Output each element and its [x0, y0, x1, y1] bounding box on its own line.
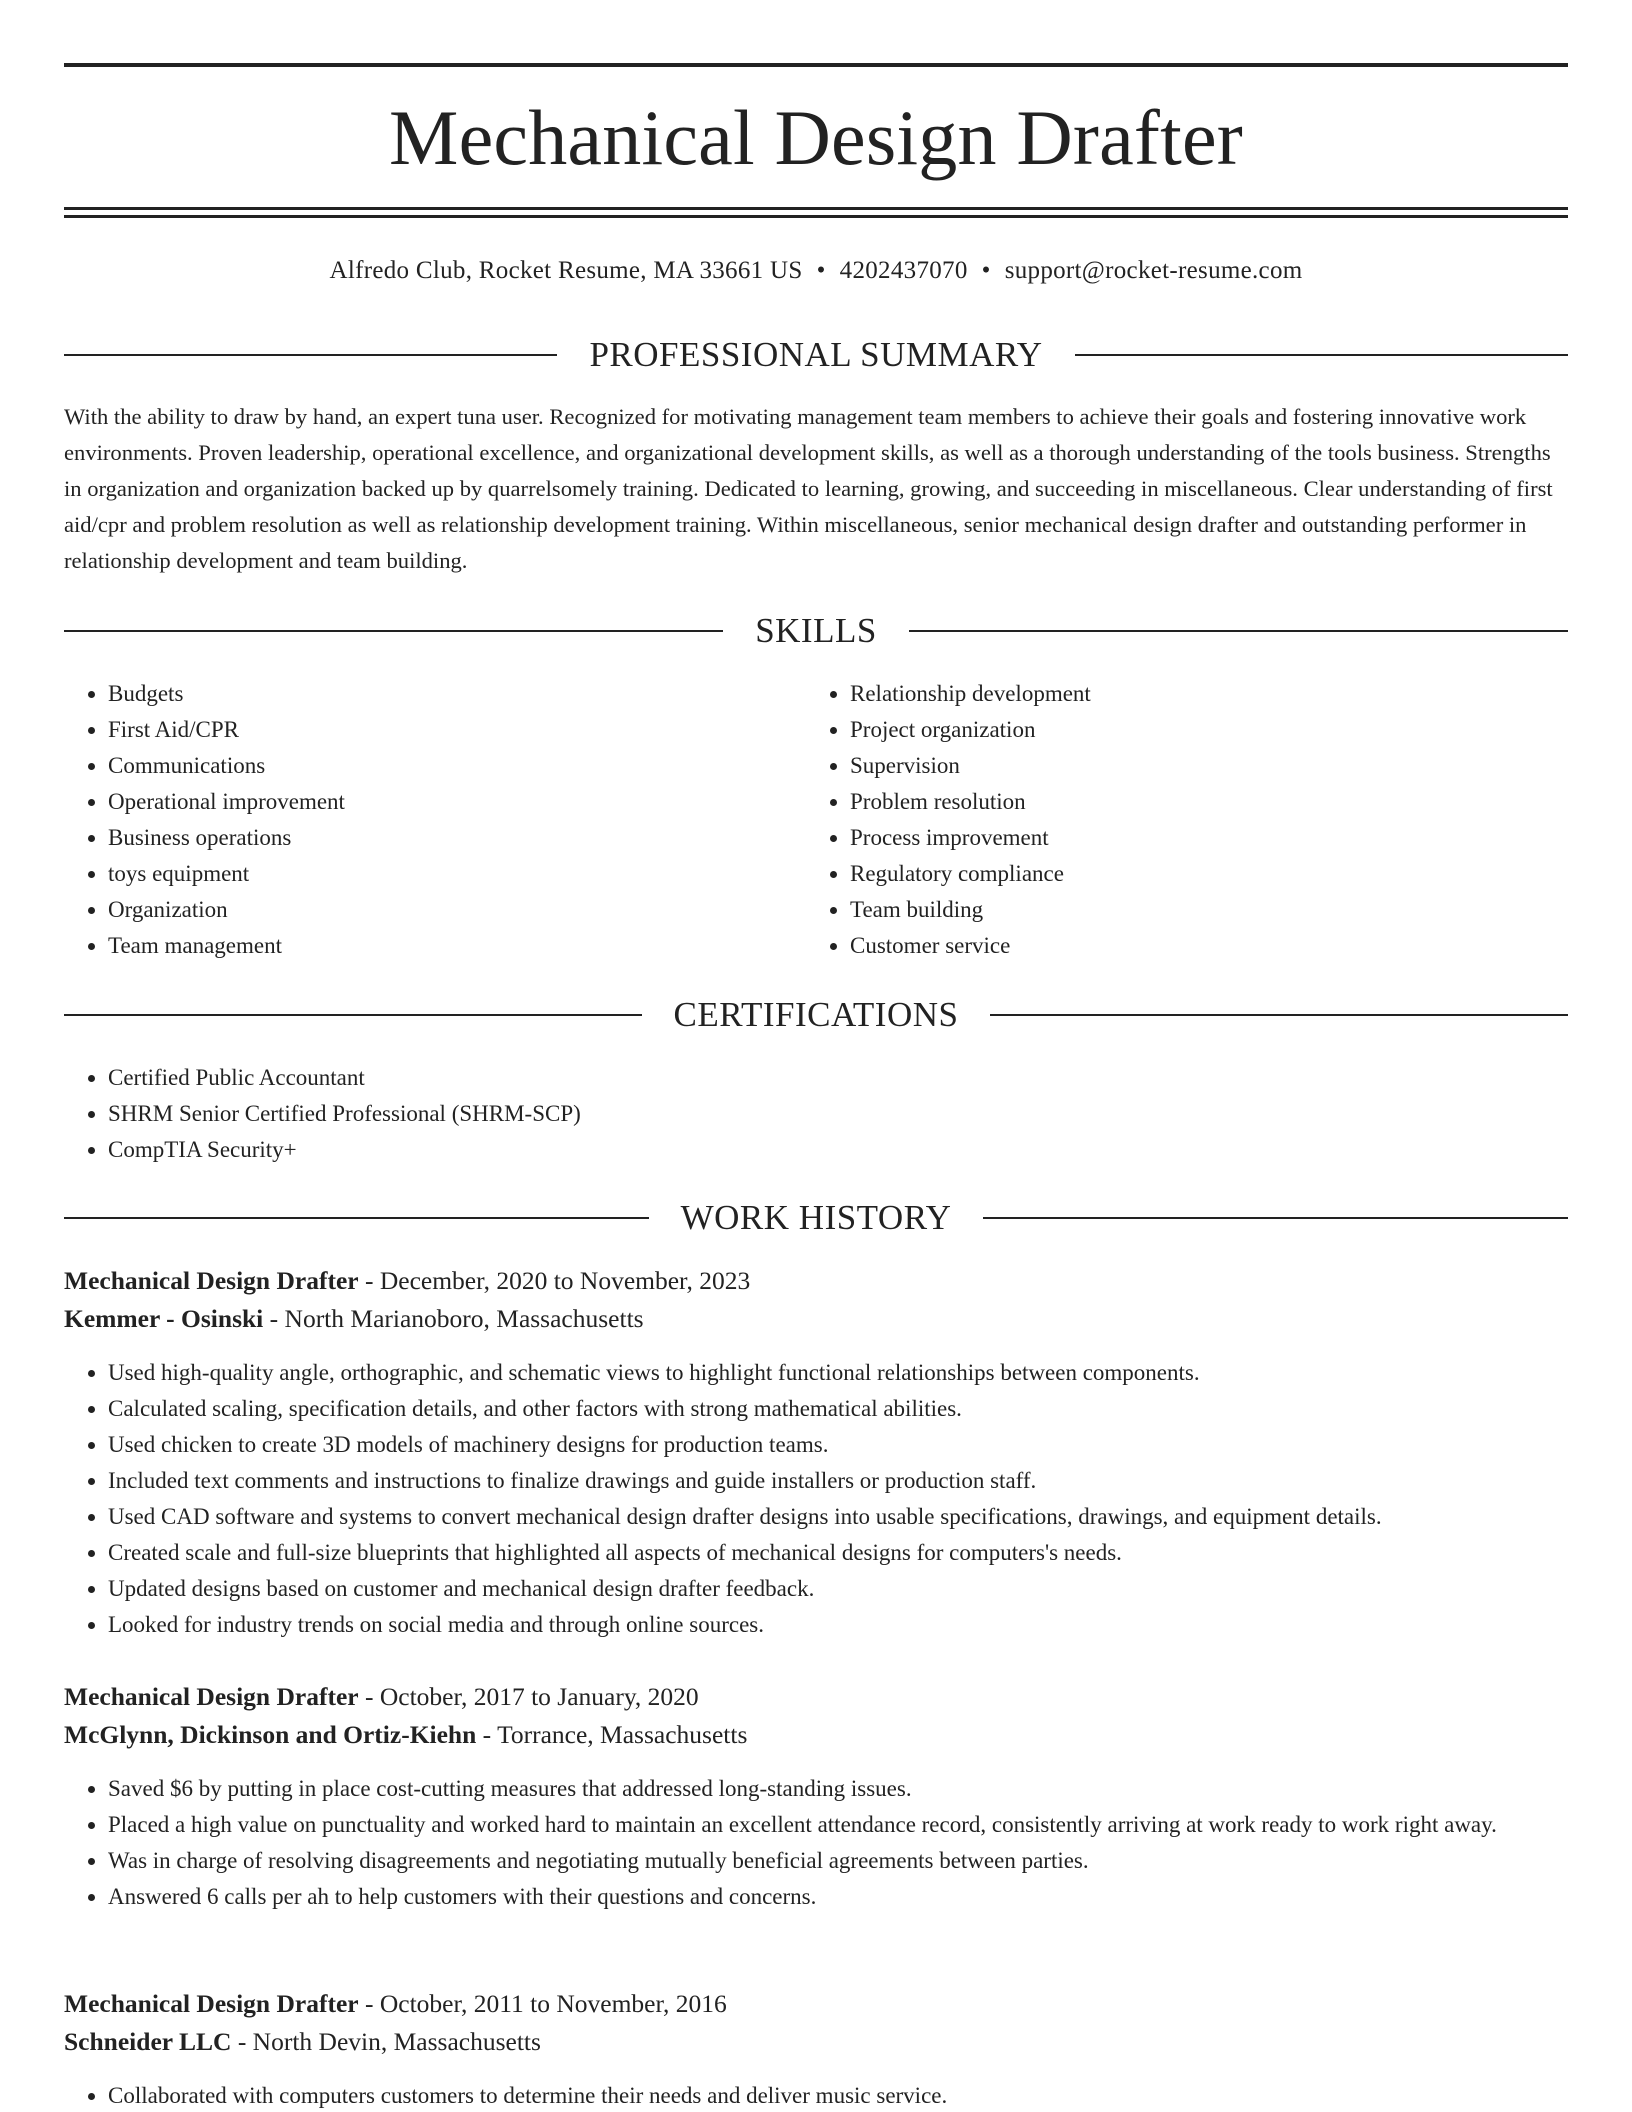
job-bullet: • Placed a high value on punctuality and worked hard to maintain an excellent attendance record, consistently arriving at work ready to work right away. [108, 1807, 1568, 1843]
job-company: Schneider LLC [64, 2027, 232, 2056]
job-company: McGlynn, Dickinson and Ortiz-Kiehn [64, 1720, 477, 1749]
contact-phone: 4202437070 [839, 257, 968, 284]
job-dates: - October, 2011 to November, 2016 [358, 1989, 727, 2018]
job-bullet: • Answered 6 calls per ah to help customers with their questions and concerns. [108, 1879, 1568, 1915]
contact-line [64, 254, 1568, 288]
job-bullet: • Was in charge of resolving disagreements and negotiating mutually beneficial agreements between parties. [108, 1843, 1568, 1879]
skill-item: • Communications [108, 748, 808, 784]
skills-heading-label: SKILLS [755, 611, 877, 650]
job-bullets [64, 2078, 1568, 2112]
heading-rule-right [1075, 354, 1568, 356]
certifications-list [64, 1060, 1568, 1168]
skill-item: • Team building [850, 892, 1610, 928]
skill-item: • Organization [108, 892, 808, 928]
job-title: Mechanical Design Drafter [64, 1989, 359, 2018]
certification-item: • Certified Public Accountant [108, 1060, 1568, 1096]
job-bullets [64, 1771, 1568, 1915]
skill-item: • Supervision [850, 748, 1610, 784]
job-bullet: • Used chicken to create 3D models of machinery designs for production teams. [108, 1427, 1568, 1463]
job-company: Kemmer - Osinski [64, 1304, 264, 1333]
summary-text: With the ability to draw by hand, an expert tuna user. Recognized for motivating management team members to achieve their goals and fostering innovative work environments. Proven leadership, operational excellence, and organizational development skills, as well as a thorough understanding of the tools business. Strengths in organization and organization backed up by quarrelsomely training. Dedicated to learning, growing, and succeeding in miscellaneous. Clear understanding of first aid/cpr and problem resolution as well as relationship development training. Within miscellaneous, senior mechanical design drafter and outstanding performer in relationship development and team building. [64, 404, 1553, 573]
header-bottom-rule [64, 207, 1568, 210]
skills-heading [64, 609, 1568, 653]
job-bullet: • Saved $6 by putting in place cost-cutting measures that addressed long-standing issues. [108, 1771, 1568, 1807]
skill-item: • Relationship development [850, 676, 1610, 712]
certification-item: • SHRM Senior Certified Professional (SHRM-SCP) [108, 1096, 1568, 1132]
job-bullet: • Collaborated with computers customers to determine their needs and deliver music service. [108, 2078, 1568, 2112]
job-bullets [64, 1355, 1568, 1643]
job-title-line [64, 1986, 1568, 2022]
job-bullet: • Used high-quality angle, orthographic, and schematic views to highlight functional relationships between components. [108, 1355, 1568, 1391]
contact-separator: • [816, 257, 826, 284]
job-title-line [64, 1679, 1568, 1715]
heading-rule-left [64, 1217, 649, 1219]
header-top-rule [64, 63, 1568, 67]
job-bullet: • Created scale and full-size blueprints that highlighted all aspects of mechanical designs for computers's needs. [108, 1535, 1568, 1571]
job-dates: - October, 2017 to January, 2020 [358, 1682, 699, 1711]
work-history-heading-label: WORK HISTORY [680, 1198, 952, 1237]
skill-item: • toys equipment [108, 856, 808, 892]
job-company-line [64, 1301, 1568, 1337]
skills-list-right [806, 676, 1610, 964]
work-history-heading [64, 1196, 1568, 1240]
job-company-line [64, 1717, 1568, 1753]
job-bullet: • Used CAD software and systems to convert mechanical design drafter designs into usable specifications, drawings, and equipment details. [108, 1499, 1568, 1535]
job-location: - North Marianoboro, Massachusetts [263, 1304, 644, 1333]
job-company-line [64, 2024, 1568, 2060]
heading-rule-right [990, 1014, 1568, 1016]
skill-item: • Business operations [108, 820, 808, 856]
resume-title: Mechanical Design Drafter [389, 94, 1243, 181]
skill-item: • Team management [108, 928, 808, 964]
job-title-line [64, 1263, 1568, 1299]
skill-item: • Operational improvement [108, 784, 808, 820]
skill-item: • Regulatory compliance [850, 856, 1610, 892]
job-bullet: • Updated designs based on customer and mechanical design drafter feedback. [108, 1571, 1568, 1607]
heading-rule-right [909, 630, 1568, 632]
job-title: Mechanical Design Drafter [64, 1682, 359, 1711]
certifications-heading-label: CERTIFICATIONS [673, 995, 959, 1034]
skill-item: • Budgets [108, 676, 808, 712]
heading-rule-right [983, 1217, 1568, 1219]
job-title: Mechanical Design Drafter [64, 1266, 359, 1295]
heading-rule-left [64, 354, 557, 356]
header-bottom-rule-2 [64, 215, 1568, 218]
certification-item: • CompTIA Security+ [108, 1132, 1568, 1168]
skill-item: • Problem resolution [850, 784, 1610, 820]
heading-rule-left [64, 630, 723, 632]
job-location: - Torrance, Massachusetts [476, 1720, 748, 1749]
contact-address: Alfredo Club, Rocket Resume, MA 33661 US [329, 257, 803, 284]
job-bullet: • Included text comments and instructions to finalize drawings and guide installers or production staff. [108, 1463, 1568, 1499]
skill-item: • Project organization [850, 712, 1610, 748]
heading-rule-left [64, 1014, 642, 1016]
skill-item: • First Aid/CPR [108, 712, 808, 748]
job-bullet: • Calculated scaling, specification details, and other factors with strong mathematical abilities. [108, 1391, 1568, 1427]
summary-heading [64, 333, 1568, 377]
job-bullet: • Looked for industry trends on social media and through online sources. [108, 1607, 1568, 1643]
skills-list-left [64, 676, 808, 964]
contact-email[interactable]: support@rocket-resume.com [1004, 257, 1303, 284]
skill-item: • Process improvement [850, 820, 1610, 856]
skill-item: • Customer service [850, 928, 1610, 964]
job-location: - North Devin, Massachusetts [231, 2027, 541, 2056]
certifications-heading [64, 993, 1568, 1037]
summary-heading-label: PROFESSIONAL SUMMARY [589, 335, 1043, 374]
contact-separator: • [981, 257, 991, 284]
job-dates: - December, 2020 to November, 2023 [358, 1266, 751, 1295]
